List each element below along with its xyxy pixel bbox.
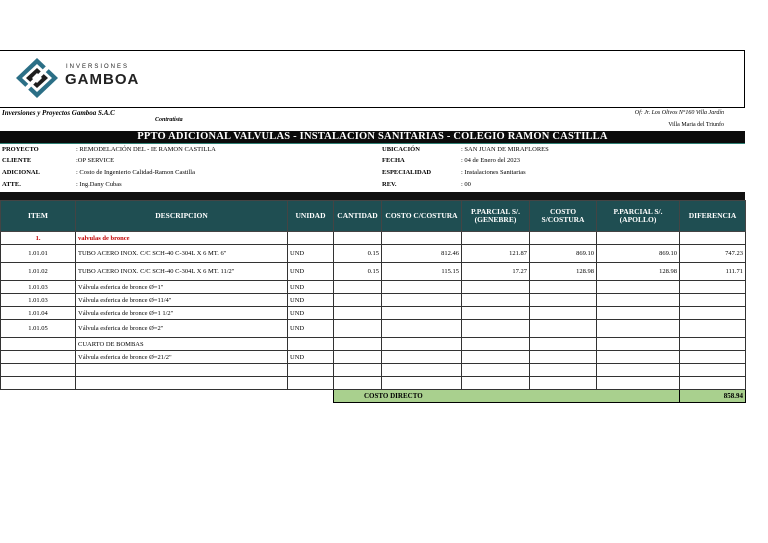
cell-diferencia bbox=[680, 320, 746, 338]
cell-parcial-genebre: 121.87 bbox=[462, 245, 530, 263]
empty-cell bbox=[288, 377, 334, 390]
cell-cantidad bbox=[334, 320, 382, 338]
cell-descripcion: TUBO ACERO INOX. C/C SCH-40 C-304L X 6 MT. 6" bbox=[76, 245, 288, 263]
cell-costo-costura: 115.15 bbox=[382, 263, 462, 281]
cell-parcial-apollo bbox=[597, 307, 680, 320]
cell-diferencia bbox=[680, 281, 746, 294]
cell-item: 1.01.04 bbox=[1, 307, 76, 320]
empty-cell bbox=[1, 364, 76, 377]
empty-cell bbox=[462, 377, 530, 390]
col-header-costo-costura: COSTO C/COSTURA bbox=[382, 201, 462, 232]
cell-descripcion: Válvula esferica de bronce Ø=11/4" bbox=[76, 294, 288, 307]
brand-name: GAMBOA bbox=[65, 71, 140, 88]
empty-cell bbox=[680, 232, 746, 245]
empty-cell bbox=[530, 377, 597, 390]
cell-diferencia: 747.23 bbox=[680, 245, 746, 263]
cell-costo-costura bbox=[382, 294, 462, 307]
table-row bbox=[1, 294, 746, 307]
company-name: Inversiones y Proyectos Gamboa S.A.C bbox=[2, 109, 115, 117]
empty-cell bbox=[288, 364, 334, 377]
empty-row bbox=[1, 377, 746, 390]
cell-costo-costura bbox=[382, 320, 462, 338]
cell-parcial-genebre bbox=[462, 307, 530, 320]
empty-cell bbox=[288, 232, 334, 245]
cell-diferencia bbox=[680, 338, 746, 351]
cell-diferencia bbox=[680, 351, 746, 364]
empty-cell bbox=[334, 377, 382, 390]
total-value: 858.94 bbox=[680, 390, 746, 403]
cell-parcial-apollo bbox=[597, 281, 680, 294]
empty-cell bbox=[76, 390, 288, 403]
cell-unidad: UND bbox=[288, 294, 334, 307]
info-label-atte: ATTE. bbox=[2, 181, 21, 188]
header-separator-band bbox=[0, 192, 745, 200]
empty-cell bbox=[680, 364, 746, 377]
col-header-diferencia: DIFERENCIA bbox=[680, 201, 746, 232]
info-value-rev: : 00 bbox=[461, 181, 471, 188]
table-row bbox=[1, 351, 746, 364]
cell-parcial-genebre bbox=[462, 294, 530, 307]
info-label-especialidad: ESPECIALIDAD bbox=[382, 169, 432, 176]
cell-parcial-genebre: 17.27 bbox=[462, 263, 530, 281]
table-row bbox=[1, 338, 746, 351]
cell-parcial-genebre bbox=[462, 281, 530, 294]
cell-unidad bbox=[288, 338, 334, 351]
cell-parcial-apollo bbox=[597, 338, 680, 351]
empty-cell bbox=[382, 364, 462, 377]
empty-cell bbox=[288, 390, 334, 403]
cell-cantidad: 0.15 bbox=[334, 263, 382, 281]
cell-costo-costura bbox=[382, 351, 462, 364]
col-header-cantidad: CANTIDAD bbox=[334, 201, 382, 232]
cell-cantidad bbox=[334, 294, 382, 307]
section-title: valvulas de bronce bbox=[76, 232, 288, 245]
cell-item: 1.01.03 bbox=[1, 294, 76, 307]
info-value-especialidad: : Instalaciones Sanitarias bbox=[461, 169, 526, 176]
col-header-parcial-genebre: P.PARCIAL S/. (GENEBRE) bbox=[462, 201, 530, 232]
table-row bbox=[1, 307, 746, 320]
cell-cantidad bbox=[334, 338, 382, 351]
cell-unidad: UND bbox=[288, 281, 334, 294]
info-value-cliente: :OP SERVICE bbox=[76, 157, 115, 164]
empty-cell bbox=[76, 364, 288, 377]
cell-diferencia bbox=[680, 307, 746, 320]
empty-cell bbox=[462, 364, 530, 377]
contratista-label: Contratista bbox=[155, 117, 183, 123]
cell-costo-costura bbox=[382, 281, 462, 294]
table-row bbox=[1, 320, 746, 338]
cell-costo-sin-costura bbox=[530, 281, 597, 294]
cell-parcial-apollo: 128.98 bbox=[597, 263, 680, 281]
cell-parcial-apollo bbox=[597, 351, 680, 364]
empty-cell bbox=[597, 377, 680, 390]
cell-item: 1.01.03 bbox=[1, 281, 76, 294]
info-value-atte: : Ing.Dany Cubas bbox=[76, 181, 122, 188]
section-item: 1. bbox=[1, 232, 76, 245]
info-label-rev: REV. bbox=[382, 181, 397, 188]
empty-cell bbox=[382, 377, 462, 390]
empty-cell bbox=[76, 377, 288, 390]
cell-parcial-genebre bbox=[462, 320, 530, 338]
cell-parcial-genebre bbox=[462, 338, 530, 351]
table-row bbox=[1, 281, 746, 294]
empty-cell bbox=[334, 232, 382, 245]
cell-costo-costura bbox=[382, 307, 462, 320]
cell-descripcion: Válvula esferica de bronce Ø=1" bbox=[76, 281, 288, 294]
info-label-proyecto: PROYECTO bbox=[2, 146, 39, 153]
info-label-adicional: ADICIONAL bbox=[2, 169, 40, 176]
col-header-descripcion: DESCRIPCION bbox=[76, 201, 288, 232]
col-header-parcial-apollo: P.PARCIAL S/. (APOLLO) bbox=[597, 201, 680, 232]
cell-cantidad bbox=[334, 281, 382, 294]
cell-item: 1.01.01 bbox=[1, 245, 76, 263]
cell-cantidad: 0.15 bbox=[334, 245, 382, 263]
budget-table bbox=[0, 200, 746, 403]
table-header-row bbox=[1, 201, 746, 232]
cell-unidad: UND bbox=[288, 307, 334, 320]
info-label-cliente: CLIENTE bbox=[2, 157, 32, 164]
cell-descripcion: Válvula esferica de bronce Ø=2" bbox=[76, 320, 288, 338]
empty-row bbox=[1, 364, 746, 377]
info-value-proyecto: : REMODELACIÓN DEL - IE RAMON CASTILLA bbox=[76, 146, 216, 153]
table-row bbox=[1, 245, 746, 263]
section-row bbox=[1, 232, 746, 245]
total-row bbox=[1, 390, 746, 403]
cell-item: 1.01.02 bbox=[1, 263, 76, 281]
document-title: PPTO ADICIONAL VALVULAS - INSTALACION SANITARIAS - COLEGIO RAMON CASTILLA bbox=[137, 131, 608, 142]
empty-cell bbox=[680, 377, 746, 390]
cell-parcial-apollo: 869.10 bbox=[597, 245, 680, 263]
cell-parcial-genebre bbox=[462, 351, 530, 364]
district-name: Villa Maria del Triunfo bbox=[668, 122, 724, 128]
brand-tagline: INVERSIONES bbox=[66, 64, 130, 70]
cell-costo-sin-costura bbox=[530, 307, 597, 320]
cell-unidad: UND bbox=[288, 263, 334, 281]
empty-cell bbox=[1, 390, 76, 403]
empty-cell bbox=[462, 232, 530, 245]
cell-unidad: UND bbox=[288, 351, 334, 364]
cell-costo-sin-costura bbox=[530, 320, 597, 338]
cell-costo-sin-costura: 128.98 bbox=[530, 263, 597, 281]
col-header-item: ITEM bbox=[1, 201, 76, 232]
cell-item bbox=[1, 338, 76, 351]
empty-cell bbox=[597, 232, 680, 245]
cell-cantidad bbox=[334, 307, 382, 320]
table-row bbox=[1, 263, 746, 281]
cell-diferencia bbox=[680, 294, 746, 307]
cell-costo-sin-costura: 869.10 bbox=[530, 245, 597, 263]
info-value-fecha: : 04 de Enero del 2023 bbox=[461, 157, 521, 164]
empty-cell bbox=[597, 364, 680, 377]
cell-descripcion: Válvula esferica de bronce Ø=1 1/2" bbox=[76, 307, 288, 320]
cell-cantidad bbox=[334, 351, 382, 364]
cell-unidad: UND bbox=[288, 320, 334, 338]
empty-cell bbox=[382, 232, 462, 245]
cell-item: 1.01.05 bbox=[1, 320, 76, 338]
cell-descripcion: Válvula esferica de bronce Ø=21/2" bbox=[76, 351, 288, 364]
cell-unidad: UND bbox=[288, 245, 334, 263]
col-header-unidad: UNIDAD bbox=[288, 201, 334, 232]
cell-descripcion: CUARTO DE BOMBAS bbox=[76, 338, 288, 351]
cell-costo-costura: 812.46 bbox=[382, 245, 462, 263]
total-label: COSTO DIRECTO bbox=[334, 390, 680, 403]
cell-parcial-apollo bbox=[597, 320, 680, 338]
office-address: Of: Jr. Los Olivos N°160 Villa Jardín bbox=[634, 110, 724, 116]
empty-cell bbox=[334, 364, 382, 377]
info-value-adicional: : Costo de Ingenierio Calidad-Ramon Castilla bbox=[76, 169, 195, 176]
cell-costo-sin-costura bbox=[530, 294, 597, 307]
cell-parcial-apollo bbox=[597, 294, 680, 307]
info-label-fecha: FECHA bbox=[382, 157, 405, 164]
cell-item bbox=[1, 351, 76, 364]
info-label-ubicacion: UBICACIÓN bbox=[382, 146, 420, 153]
cell-costo-sin-costura bbox=[530, 351, 597, 364]
info-value-ubicacion: : SAN JUAN DE MIRAFLORES bbox=[461, 146, 549, 153]
empty-cell bbox=[1, 377, 76, 390]
cell-costo-sin-costura bbox=[530, 338, 597, 351]
empty-cell bbox=[530, 232, 597, 245]
cell-costo-costura bbox=[382, 338, 462, 351]
col-header-costo-sin-costura: COSTO S/COSTURA bbox=[530, 201, 597, 232]
empty-cell bbox=[530, 364, 597, 377]
cell-descripcion: TUBO ACERO INOX. C/C SCH-40 C-304L X 6 MT. 11/2" bbox=[76, 263, 288, 281]
cell-diferencia: 111.71 bbox=[680, 263, 746, 281]
title-bar bbox=[0, 131, 745, 144]
